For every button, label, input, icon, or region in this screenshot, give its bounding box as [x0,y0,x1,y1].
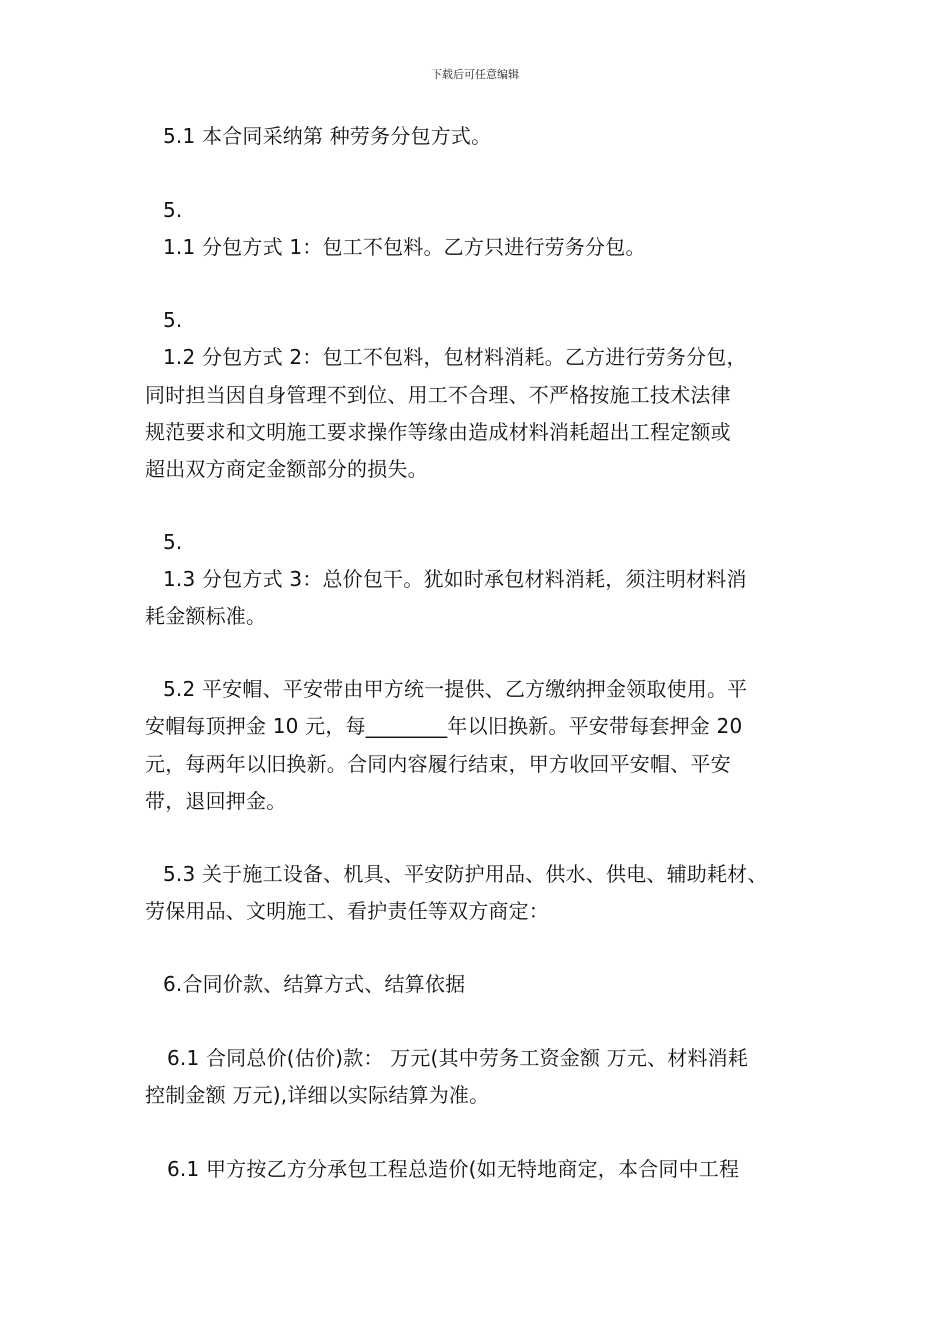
clause-number-prefix: 5. [163,198,183,222]
clause-5-1-2-line-2: 同时担当因自身管理不到位、用工不合理、不严格按施工技术法律 [145,383,731,407]
clause-5-1-3-line-2: 耗金额标准。 [145,604,267,628]
clause-5-1-2-line-4: 超出双方商定金额部分的损失。 [145,457,428,481]
clause-5-2-line-4: 带，退回押金。 [145,789,287,813]
clause-5-1-1: 1.1 分包方式 1：包工不包料。乙方只进行劳务分包。 [163,235,646,259]
clause-5-1: 5.1 本合同采纳第 种劳务分包方式。 [163,124,492,148]
clause-5-2-line-2: 安帽每顶押金 10 元，每________年以旧换新。平安带每套押金 20 [145,714,743,738]
clause-6-1-line-1: 6.1 合同总价(估价)款： 万元(其中劳务工资金额 万元、材料消耗 [167,1046,749,1070]
clause-6-1-line-2: 控制金额 万元),详细以实际结算为准。 [145,1083,490,1107]
page-header: 下载后可任意编辑 [431,68,519,81]
clause-5-2-line-3: 元，每两年以旧换新。合同内容履行结束，甲方收回平安帽、平安 [145,752,731,776]
clause-5-1-2-line-1: 1.2 分包方式 2：包工不包料，包材料消耗。乙方进行劳务分包， [163,345,747,369]
clause-5-3-line-1: 5.3 关于施工设备、机具、平安防护用品、供水、供电、辅助耗材、 [163,862,768,886]
clause-5-2-line-1: 5.2 平安帽、平安带由甲方统一提供、乙方缴纳押金领取使用。平 [163,677,748,701]
clause-6-1-payment-line-1: 6.1 甲方按乙方分承包工程总造价(如无特地商定，本合同中工程 [167,1157,740,1181]
section-6-heading: 6.合同价款、结算方式、结算依据 [163,972,466,996]
clause-number-prefix: 5. [163,308,183,332]
clause-5-3-line-2: 劳保用品、文明施工、看护责任等双方商定： [145,899,549,923]
clause-number-prefix: 5. [163,530,183,554]
clause-5-1-2-line-3: 规范要求和文明施工要求操作等缘由造成材料消耗超出工程定额或 [145,420,731,444]
clause-5-1-3-line-1: 1.3 分包方式 3：总价包干。犹如时承包材料消耗，须注明材料消 [163,567,747,591]
